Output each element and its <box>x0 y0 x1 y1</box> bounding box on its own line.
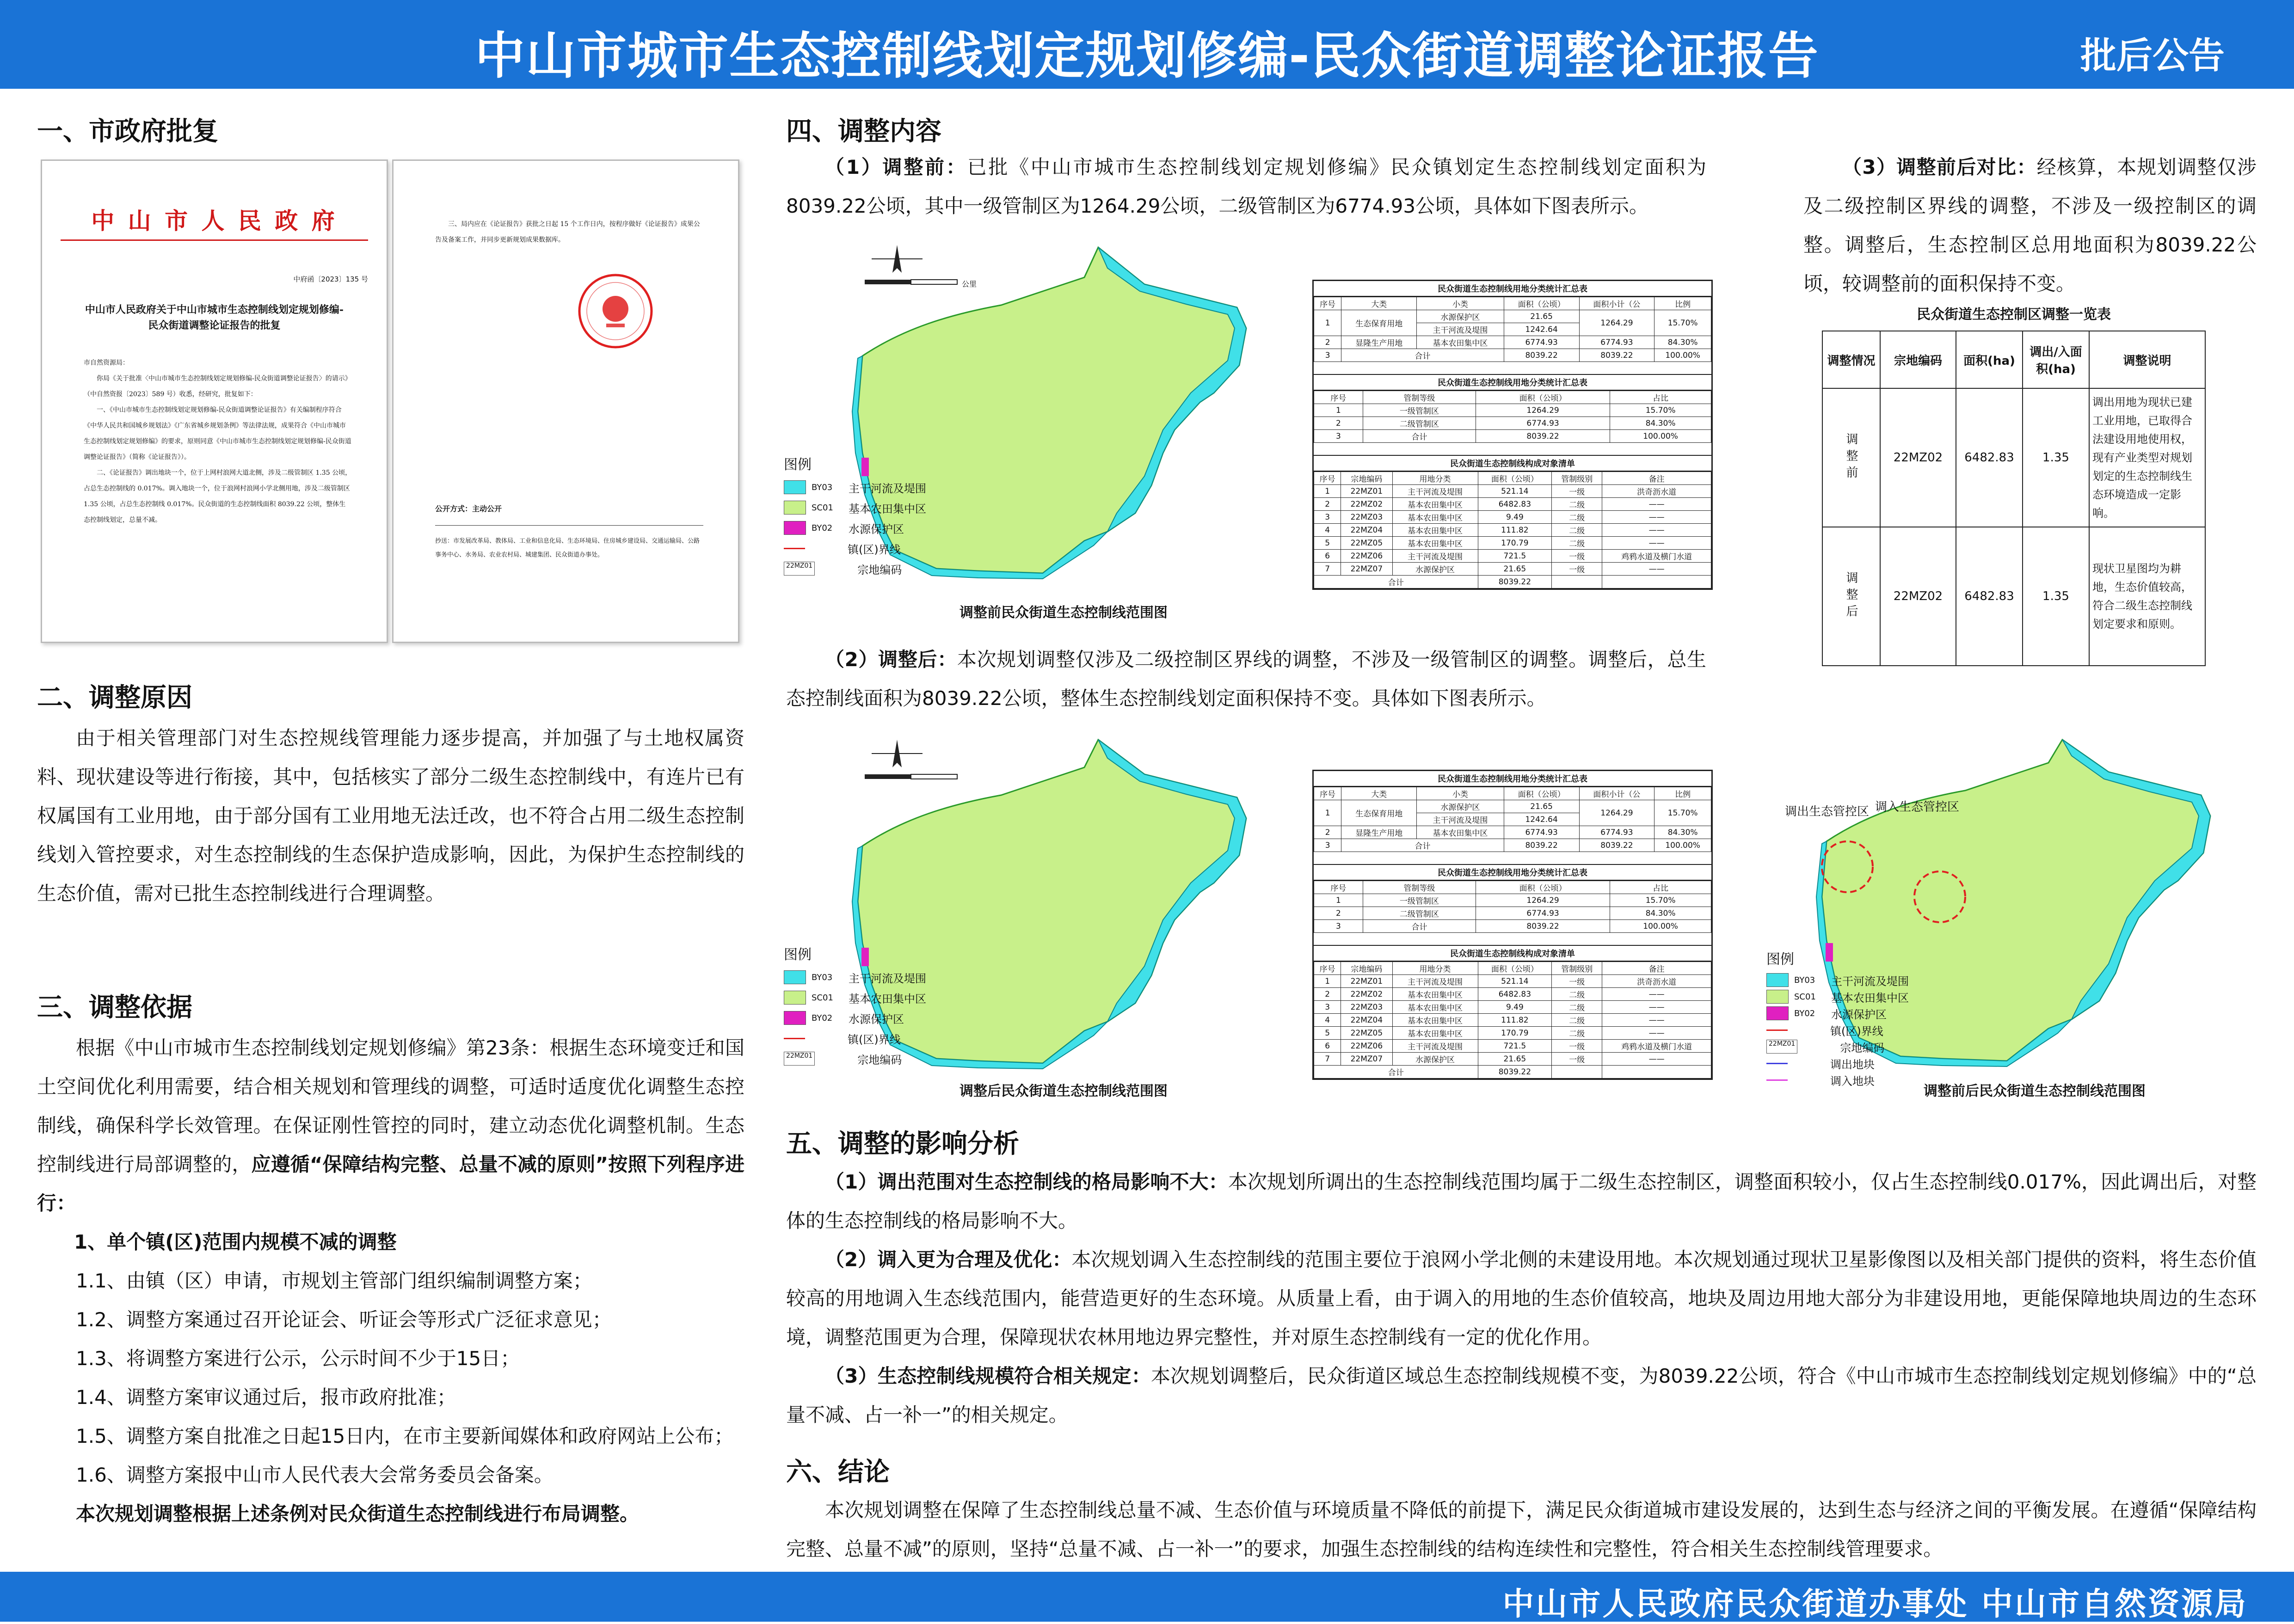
legend-label-river: 主干河流及堤围 <box>849 972 926 985</box>
sec6-text <box>786 1491 2257 1569</box>
legend-label-farmland: 基本农田集中区 <box>849 992 926 1005</box>
north-arrow-icon <box>865 245 957 284</box>
adj-row-before-code: 22MZ02 <box>1880 388 1956 527</box>
page-header <box>0 0 2294 89</box>
legend-label-farmland: 基本农田集中区 <box>849 502 926 515</box>
sec3-item-2: 1.2、调整方案通过召开论证会、听证会等形式广泛征求意见； <box>76 1308 612 1331</box>
legend-title: 图例 <box>784 947 812 963</box>
sec6-paragraph: 本次规划调整在保障了生态控制线总量不减、生态价值与环境质量不降低的前提下，满足民众街道城市建设发展的，达到生态与经济之间的平衡发展。在遵循“保障结构完整、总量不减”的原则，坚持“总量不减、占一补一”的要求，加强生态控制线的结构连续性和完整性，符合相关生态控制线管理要求。 <box>786 1499 2257 1560</box>
doc-body-3: 二、《论证报告》调出地块一个，位于上网村浪网大道北侧，涉及二级管制区 1.35 公顷，占总生态控制线的 0.017%。调入地块一个，位于浪网村浪网小学北侧用地，涉及二级管制区 1.35 公顷，占总生态控制线 0.017%。民众街道的生态控制线面积 8039.22 公顷，整体生态控制线划定，总量不减。 <box>84 469 352 524</box>
disclosure: 公开方式：主动公开 <box>435 504 502 513</box>
sec3-item-5: 1.5、调整方案自批准之日起15日内，在市主要新闻媒体和政府网站上公布； <box>76 1425 734 1447</box>
adj-row-after-note: 现状卫星图均为耕地，生态价值较高，符合二级生态控制线划定要求和原则。 <box>2089 527 2205 666</box>
map-compare-caption: 调整前后民众街道生态控制线范围图 <box>1924 1083 2146 1099</box>
adj-row-before-status: 调整前 <box>1822 388 1880 527</box>
sec6-heading: 六、结论 <box>786 1457 890 1487</box>
approval-letter-page1 <box>41 159 388 643</box>
red-rule <box>61 239 368 241</box>
sec2-text <box>37 719 744 913</box>
approval-letter-page2 <box>392 159 739 643</box>
legend-label-water: 水源保护区 <box>849 522 904 536</box>
sec3-items <box>37 1262 744 1533</box>
out-zone-label: 调出生态管控区 <box>1785 805 1870 819</box>
in-zone-label: 调入生态管控区 <box>1875 800 1960 814</box>
legend-title: 图例 <box>1766 951 1794 968</box>
sec3-item-4: 1.4、调整方案审议通过后，报市政府批准； <box>76 1386 456 1409</box>
table-before-1-title: 民众街道生态控制线用地分类统计汇总表 <box>1314 281 1711 297</box>
sec3-heading: 三、调整依据 <box>37 993 192 1023</box>
adj-row-after-code: 22MZ02 <box>1880 527 1956 666</box>
legend-label-in: 调入地块 <box>1830 1074 1875 1088</box>
legend-label-parcel: 宗地编码 <box>1840 1041 1885 1054</box>
table-after-2-title: 民众街道生态控制线用地分类统计汇总表 <box>1314 864 1711 881</box>
sec4-p1 <box>786 148 1706 226</box>
legend-parcel-code: 22MZ01 <box>1766 1040 1797 1054</box>
legend-code-by03: BY03 <box>812 482 833 492</box>
adj-head-note: 调整说明 <box>2089 331 2205 388</box>
table-after-3-title: 民众街道生态控制线构成对象清单 <box>1314 945 1711 962</box>
north-arrow-icon <box>865 740 957 779</box>
table-before-2-title: 民众街道生态控制线用地分类统计汇总表 <box>1314 374 1711 391</box>
adj-head-status: 调整情况 <box>1822 331 1880 388</box>
adj-row-after-status: 调整后 <box>1822 527 1880 666</box>
legend-label-parcel: 宗地编码 <box>857 563 902 576</box>
doc-title: 中山市人民政府关于中山市城市生态控制线划定规划修编-民众街道调整论证报告的批复 <box>85 304 344 331</box>
sec5-p2-label: （2）调入更为合理及优化： <box>825 1248 1072 1271</box>
page-title: 中山市城市生态控制线划定规划修编-民众街道调整论证报告 <box>475 27 1819 85</box>
legend-code-by03: BY03 <box>812 972 833 982</box>
adj-row-before-note: 调出用地为现状已建工业用地，已取得合法建设用地使用权，现有产业类型对规划划定的生态控制线生态环境造成一定影响。 <box>2089 388 2205 527</box>
legend-title: 图例 <box>784 457 812 473</box>
map-after-legend <box>784 943 926 1069</box>
legend-code-by03: BY03 <box>1794 975 1815 985</box>
doc-body-2: 一、《中山市城市生态控制线划定规划修编-民众街道调整论证报告》有关编制程序符合《中华人民共和国城乡规划法》《广东省城乡规划条例》等法律法规，成果符合《中山市城市生态控制线划定规划修编》的要求，原则同意《中山市城市生态控制线划定规划修编-民众街道调整论证报告》（简称《论证报告》）。 <box>84 406 351 461</box>
adj-row-after-area: 6482.83 <box>1956 527 2023 666</box>
doc-body-4: 三、局内应在《论证报告》获批之日起 15 个工作日内，按程序做好《论证报告》成果公告及备案工作，并同步更新规划成果数据库。 <box>435 221 700 244</box>
sec5-p3-label: （3）生态控制线规模符合相关规定： <box>825 1365 1151 1387</box>
sec4-p3 <box>1803 148 2257 303</box>
page-footer <box>0 1572 2294 1622</box>
legend-label-river: 主干河流及堤围 <box>849 482 926 495</box>
sec4-p3-text: 经核算，本规划调整仅涉及二级控制区界线的调整，不涉及一级控制区的调整。调整后，生态控制区总用地面积为8039.22公顷，较调整前的面积保持不变。 <box>1803 156 2257 295</box>
sec1-heading: 一、市政府批复 <box>37 116 218 147</box>
map-before <box>784 236 1292 606</box>
table-before-3-title: 民众街道生态控制线构成对象清单 <box>1314 455 1711 472</box>
map-compare <box>1766 730 2266 1088</box>
sec4-p3-label: （3）调整前后对比： <box>1842 156 2037 178</box>
doc-number: 中府函〔2023〕135 号 <box>293 275 368 283</box>
adj-row-before-adjust: 1.35 <box>2023 388 2089 527</box>
legend-code-sc01: SC01 <box>812 993 833 1003</box>
adj-head-code: 宗地编码 <box>1880 331 1956 388</box>
sec4-heading: 四、调整内容 <box>786 116 941 147</box>
legend-label-river: 主干河流及堤围 <box>1831 974 1909 988</box>
adjustment-table <box>1822 331 2206 666</box>
official-seal-icon <box>576 272 655 350</box>
sec3-closing: 本次规划调整根据上述条例对民众街道生态控制线进行布局调整。 <box>76 1502 640 1525</box>
sec3-sub: 1、单个镇(区)范围内规模不减的调整 <box>74 1231 397 1253</box>
sec5-p3-text: 本次规划调整后，民众街道区域总生态控制线规模不变，为8039.22公顷，符合《中山市城市生态控制线划定规划修编》中的“总量不减、占一补一”的相关规定。 <box>786 1365 2257 1426</box>
sec4-p2 <box>786 640 1706 718</box>
legend-label-boundary: 镇(区)界线 <box>848 543 901 556</box>
sec5-text <box>786 1163 2257 1434</box>
sec3-intro <box>37 1029 744 1223</box>
adj-row-after-adjust: 1.35 <box>2023 527 2089 666</box>
legend-code-by02: BY02 <box>1794 1008 1815 1018</box>
map-before-caption: 调整前民众街道生态控制线范围图 <box>959 605 1168 621</box>
doc-body <box>84 355 352 528</box>
legend-parcel-code: 22MZ01 <box>784 562 815 576</box>
divider <box>435 525 703 526</box>
legend-label-boundary: 镇(区)界线 <box>1830 1024 1883 1038</box>
table-after-1: 民众街道生态控制线用地分类统计汇总表 序号 大类 小类 面积（公顷） 面积小计（公 比例 1 生态保育用地 水源保护区 21.65 1264.29 15.70% 主干河流及堤围 1242.64 2 显隆生产用地 基本农田集中区 6774.93 6774.93 84.30% 3 合计 8039.22 8039.22 100.00% 民众街道生态控制线用地分类统计汇总表 序号 管制等级 面积（公顷） 占比 1 一级管制区 1264.29 15.70% 2 二级管制区 6774.93 84.30% 3 合计 8039.22 100.00% 民众街道生态控制线构成对象清单 序号 宗地编码 用地分类 面积（公顷） 管制级别 备注 1 22MZ01 主干河流及堤围 521.14 一级 洪奇沥水道 2 22MZ02 基本农田集中区 6482.83 二级 —— 3 22MZ03 基本农田集中区 9.49 二级 —— 4 22MZ04 基本农田集中区 111.82 二级 —— 5 22MZ05 基本农田集中区 170.79 二级 —— 6 22MZ06 主干河流及堤围 721.5 一级 鸡鸦水道及横门水道 7 22MZ07 水源保护区 21.65 一级 —— 合计 8039.22 <box>1312 770 1713 1080</box>
doc-cc: 抄送：市发展改革局、教体局、工业和信息化局、生态环境局、住房城乡建设局、交通运输局、公路事务中心、水务局、农业农村局、城建集团、民众街道办事处。 <box>435 538 700 558</box>
sec4-p2-label: （2）调整后： <box>825 648 957 671</box>
legend-label-water: 水源保护区 <box>849 1012 904 1026</box>
sec3-intro-bold: 应遵循“保障结构完整、总量不减的原则”按照下列程序进行： <box>37 1153 744 1214</box>
map-after-caption: 调整后民众街道生态控制线范围图 <box>959 1083 1168 1099</box>
sec4-p1-label: （1）调整前： <box>825 156 967 178</box>
legend-code-by02: BY02 <box>812 523 833 533</box>
sec4-p2-text: 本次规划调整仅涉及二级控制区界线的调整，不涉及一级管制区的调整。调整后，总生态控制线面积为8039.22公顷，整体生态控制线划定面积保持不变。具体如下图表所示。 <box>786 648 1706 710</box>
sec5-p1-text: 本次规划所调出的生态控制线范围均属于二级生态控制区，调整面积较小，仅占生态控制线0.017%，因此调出后，对整体的生态控制线的格局影响不大。 <box>786 1171 2257 1232</box>
sec4-p1-text: 已批《中山市城市生态控制线划定规划修编》民众镇划定生态控制线划定面积为8039.22公顷，其中一级管制区为1264.29公顷，二级管制区为6774.93公顷，具体如下图表所示。 <box>786 156 1706 217</box>
map-compare-legend <box>1766 948 1909 1088</box>
gov-title: 中 山 市 人 民 政 府 <box>91 207 338 234</box>
map-before-legend <box>784 453 926 579</box>
adj-row-before-area: 6482.83 <box>1956 388 2023 527</box>
legend-label-boundary: 镇(区)界线 <box>848 1033 901 1046</box>
legend-label-parcel: 宗地编码 <box>857 1053 902 1066</box>
sec3-intro-text: 根据《中山市城市生态控制线划定规划修编》第23条：根据生态环境变迁和国土空间优化利用需要，结合相关规划和管理线的调整，可适时适度优化调整生态控制线，确保科学长效管理。在保证刚性管控的同时，建立动态优化调整机制。生态控制线进行局部调整的， <box>37 1036 744 1176</box>
sec3-item-1: 1.1、由镇（区）申请，市规划主管部门组织编制调整方案； <box>76 1269 592 1292</box>
legend-code-sc01: SC01 <box>812 503 833 513</box>
sec3-item-6: 1.6、调整方案报中山市人民代表大会常务委员会备案。 <box>76 1464 554 1486</box>
sec3-item-3: 1.3、将调整方案进行公示，公示时间不少于15日； <box>76 1347 520 1370</box>
map-after <box>784 730 1292 1082</box>
doc-body-1: 你局《关于批准〈中山市城市生态控制线划定规划修编-民众街道调整论证报告〉的请示》（中自然资报〔2023〕589 号）收悉，经研究，批复如下： <box>84 375 351 398</box>
sec2-paragraph: 由于相关管理部门对生态控规线管理能力逐步提高，并加强了与土地权属资料、现状建设等进行衔接，其中，包括核实了部分二级生态控制线中，有连片已有权属国有工业用地，由于部分国有工业用地无法迁改，也不符合占用二级生态控制线划入管控要求，对生态控制线的生态保护造成影响，因此，为保护生态控制线的生态价值，需对已批生态控制线进行合理调整。 <box>37 727 744 905</box>
table-after-1-title: 民众街道生态控制线用地分类统计汇总表 <box>1314 771 1711 787</box>
legend-label-out: 调出地块 <box>1830 1058 1875 1071</box>
notice-tag: 批后公告 <box>2080 35 2225 77</box>
sec5-p2-text: 本次规划调入生态控制线的范围主要位于浪网小学北侧的未建设用地。本次规划通过现状卫星影像图以及相关部门提供的资料，将生态价值较高的用地调入生态线范围内，能营造更好的生态环境。从质量上看，由于调入的用地的生态价值较高，地块及周边用地大部分为非建设用地，更能保障地块周边的生态环境，调整范围更为合理，保障现状农林用地边界完整性，并对原生态控制线有一定的优化作用。 <box>786 1248 2257 1348</box>
legend-parcel-code: 22MZ01 <box>784 1052 815 1066</box>
sec5-p1-label: （1）调出范围对生态控制线的格局影响不大： <box>825 1171 1228 1193</box>
sec2-heading: 二、调整原因 <box>37 683 192 713</box>
scale-label: 公里 <box>962 280 977 288</box>
doc-addressee: 市自然资源局： <box>84 359 129 367</box>
sec5-heading: 五、调整的影响分析 <box>786 1129 1019 1159</box>
legend-label-farmland: 基本农田集中区 <box>1831 991 1909 1005</box>
legend-code-by02: BY02 <box>812 1013 833 1023</box>
adj-table-title: 民众街道生态控制区调整一览表 <box>1917 306 2111 323</box>
legend-code-sc01: SC01 <box>1794 992 1816 1002</box>
adj-head-adjust: 调出/入面积(ha) <box>2023 331 2089 388</box>
adj-head-area: 面积(ha) <box>1956 331 2023 388</box>
footer-issuers: 中山市人民政府民众街道办事处 中山市自然资源局 <box>1502 1586 2248 1623</box>
legend-label-water: 水源保护区 <box>1831 1008 1887 1021</box>
table-before-1: 民众街道生态控制线用地分类统计汇总表 序号 大类 小类 面积（公顷） 面积小计（公 比例 1 生态保育用地 水源保护区 21.65 1264.29 15.70% 主干河流及堤围 1242.64 2 显隆生产用地 基本农田集中区 6774.93 6774.93 84.30% 3 合计 8039.22 8039.22 100.00% 民众街道生态控制线用地分类统计汇总表 序号 管制等级 面积（公顷） 占比 1 一级管制区 1264.29 15.70% 2 二级管制区 6774.93 84.30% 3 合计 8039.22 100.00% 民众街道生态控制线构成对象清单 序号 宗地编码 用地分类 面积（公顷） 管制级别 备注 1 22MZ01 主干河流及堤围 521.14 一级 洪奇沥水道 2 22MZ02 基本农田集中区 6482.83 二级 —— 3 22MZ03 基本农田集中区 9.49 二级 —— 4 22MZ04 基本农田集中区 111.82 二级 —— 5 22MZ05 基本农田集中区 170.79 二级 —— 6 22MZ06 主干河流及堤围 721.5 一级 鸡鸦水道及横门水道 7 22MZ07 水源保护区 21.65 一级 —— 合计 8039.22 <box>1312 280 1713 590</box>
